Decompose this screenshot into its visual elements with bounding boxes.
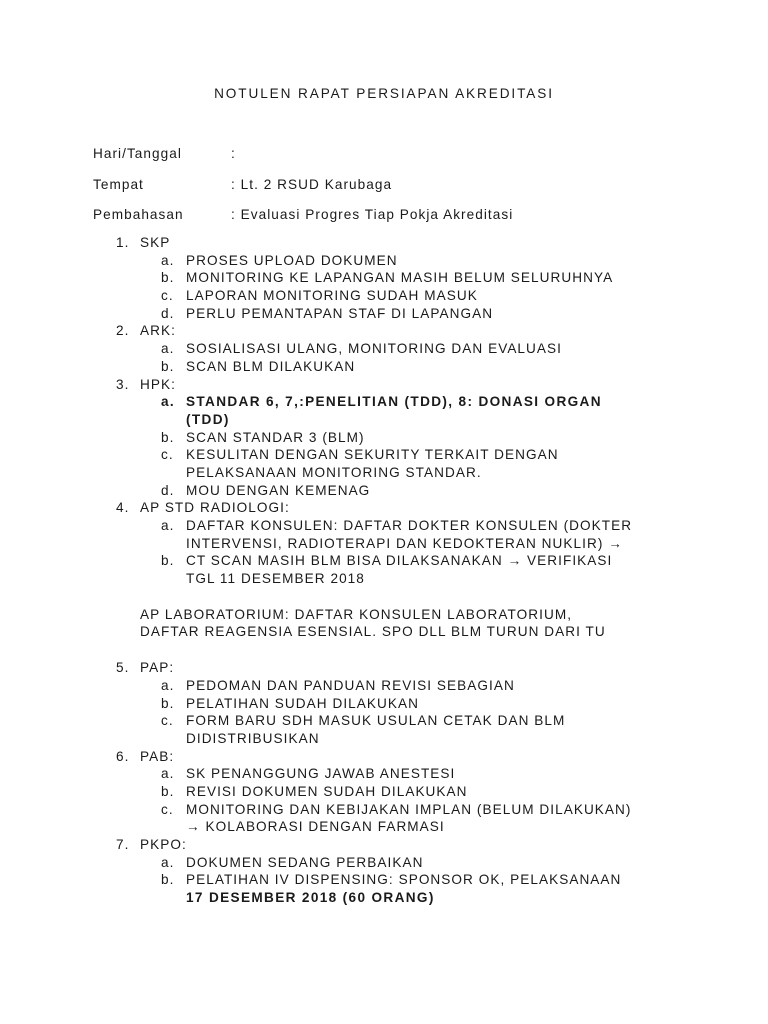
list-item [0,818,768,836]
section-number: 4. [116,500,130,516]
paragraph-line [0,606,768,624]
item-text: MOU DENGAN KEMENAG [186,482,371,498]
list-item [0,269,768,287]
list-item [0,340,768,358]
section-heading [0,376,768,394]
list-item [0,252,768,270]
list-item [0,889,768,907]
section-number: 3. [116,376,130,392]
item-letter: c. [161,801,174,817]
item-letter: b. [161,695,175,711]
list-item [0,552,768,570]
list-item [0,446,768,464]
section-number: 6. [116,748,130,764]
section-number: 2. [116,323,130,339]
section-label: PAB: [140,748,175,764]
item-letter: a. [161,252,175,268]
list-item [0,570,768,588]
item-text-bold: 17 DESEMBER 2018 (60 ORANG) [186,890,435,906]
item-letter: b. [161,553,175,569]
list-item [0,517,768,535]
item-text: PELATIHAN IV DISPENSING: SPONSOR OK, PELAKSANAAN [186,872,622,888]
item-text: STANDAR 6, 7,:PENELITIAN (TDD), 8: DONASI ORGAN [186,394,602,410]
list-item [0,287,768,305]
item-letter: a. [161,341,175,357]
spacer [0,641,768,659]
item-letter: d. [161,305,175,321]
list-item [0,482,768,500]
item-letter: c. [161,713,174,729]
section-number: 1. [116,235,130,250]
section-heading [0,836,768,854]
meta-label: Hari/Tanggal [93,146,182,161]
item-letter: c. [161,288,174,304]
list-item [0,712,768,730]
meta-value: : Evaluasi Progres Tiap Pokja Akreditasi [231,207,514,222]
item-text: SOSIALISASI ULANG, MONITORING DAN EVALUASI [186,341,562,357]
item-text: MONITORING KE LAPANGAN MASIH BELUM SELURUHNYA [186,270,614,286]
item-letter: a. [161,518,175,533]
item-text: SCAN STANDAR 3 (BLM) [186,429,365,445]
item-letter: b. [161,270,175,286]
item-letter: a. [161,854,175,870]
list-item [0,801,768,819]
list-item [0,393,768,411]
list-item [0,765,768,783]
item-text: TGL 11 DESEMBER 2018 [186,571,365,587]
section-number: 7. [116,837,130,852]
section-label: ARK: [140,323,176,339]
item-letter: c. [161,447,174,463]
meta-value: : [231,146,236,161]
item-text: DIDISTRIBUSIKAN [186,730,320,746]
list-item [0,871,768,889]
section-heading [0,748,768,766]
item-text: (TDD) [186,411,230,427]
list-item [0,358,768,376]
item-text: PERLU PEMANTAPAN STAF DI LAPANGAN [186,305,494,321]
paragraph-text: DAFTAR REAGENSIA ESENSIAL. SPO DLL BLM TURUN DARI TU [140,624,606,640]
section-heading [0,234,768,252]
section-label: AP STD RADIOLOGI: [140,500,290,516]
item-text: KESULITAN DENGAN SEKURITY TERKAIT DENGAN [186,447,559,463]
item-text: SCAN BLM DILAKUKAN [186,358,356,374]
item-text: PROSES UPLOAD DOKUMEN [186,252,398,268]
item-text: INTERVENSI, RADIOTERAPI DAN KEDOKTERAN NUKLIR) → [186,535,623,551]
list-item [0,783,768,801]
section-label: SKP [140,235,171,250]
item-letter: b. [161,429,175,445]
section-label: PAP: [140,660,175,676]
meta-value: : Lt. 2 RSUD Karubaga [231,177,393,192]
item-text: PELAKSANAAN MONITORING STANDAR. [186,464,482,480]
section-number: 5. [116,660,130,676]
list-item [0,854,768,872]
section-label: PKPO: [140,837,187,852]
spacer [0,588,768,606]
item-letter: b. [161,358,175,374]
item-text: FORM BARU SDH MASUK USULAN CETAK DAN BLM [186,713,566,729]
list-item [0,695,768,713]
section-heading [0,499,768,517]
item-letter: a. [161,394,176,410]
item-letter: b. [161,783,175,799]
paragraph-line [0,623,768,641]
section-label: HPK: [140,376,176,392]
paragraph-text: AP LABORATORIUM: DAFTAR KONSULEN LABORATORIUM, [140,606,573,622]
item-text: CT SCAN MASIH BLM BISA DILAKSANAKAN → VERIFIKASI [186,553,613,569]
item-text: REVISI DOKUMEN SUDAH DILAKUKAN [186,783,468,799]
list-item [0,464,768,482]
item-text: PEDOMAN DAN PANDUAN REVISI SEBAGIAN [186,677,515,693]
document-title: NOTULEN RAPAT PERSIAPAN AKREDITASI [214,86,554,101]
item-text: MONITORING DAN KEBIJAKAN IMPLAN (BELUM DILAKUKAN) [186,801,632,817]
meta-label: Tempat [93,177,144,192]
minutes-list [0,234,768,907]
section-heading [0,322,768,340]
list-item [0,305,768,323]
list-item [0,677,768,695]
item-letter: a. [161,766,175,782]
item-text: LAPORAN MONITORING SUDAH MASUK [186,288,478,304]
item-text: → KOLABORASI DENGAN FARMASI [186,819,445,835]
list-item [0,730,768,748]
item-text: PELATIHAN SUDAH DILAKUKAN [186,695,419,711]
item-letter: b. [161,872,175,888]
item-text: DOKUMEN SEDANG PERBAIKAN [186,854,424,870]
list-item [0,411,768,429]
list-item [0,535,768,553]
list-item [0,429,768,447]
section-heading [0,659,768,677]
item-text: DAFTAR KONSULEN: DAFTAR DOKTER KONSULEN (DOKTER [186,518,633,533]
meta-label: Pembahasan [93,207,184,222]
item-text: SK PENANGGUNG JAWAB ANESTESI [186,766,456,782]
item-letter: a. [161,677,175,693]
item-letter: d. [161,482,175,498]
